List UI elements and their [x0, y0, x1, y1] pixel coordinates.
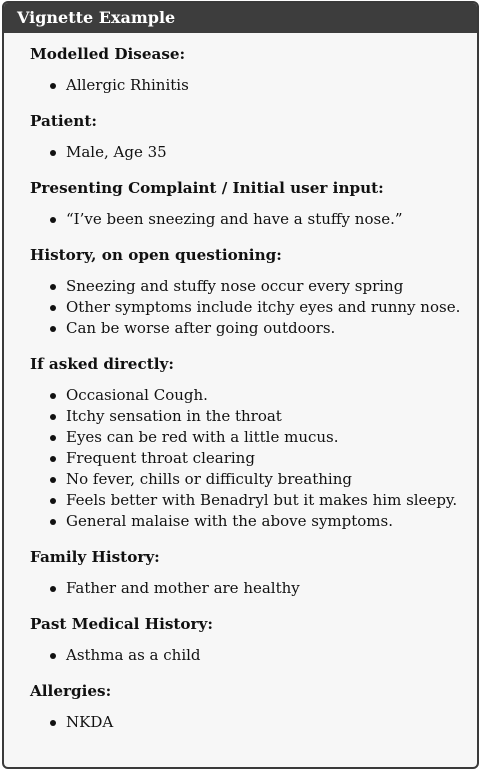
- list-item-text: Asthma as a child: [66, 646, 201, 664]
- list-item-text: Itchy sensation in the throat: [66, 407, 282, 425]
- section-asked-directly: [30, 353, 477, 532]
- list-item-text: Eyes can be red with a little mucus.: [66, 428, 339, 446]
- bullet-icon: [50, 393, 56, 399]
- list-item: [50, 276, 477, 297]
- bullet-icon: [50, 586, 56, 592]
- item-list: [30, 578, 477, 599]
- section-allergies: [30, 680, 477, 733]
- list-item: [50, 712, 477, 733]
- list-item: [50, 297, 477, 318]
- bullet-icon: [50, 653, 56, 659]
- list-item-text: No fever, chills or difficulty breathing: [66, 470, 352, 488]
- list-item: [50, 578, 477, 599]
- list-item: [50, 142, 477, 163]
- section-presenting-complaint: [30, 177, 477, 230]
- bullet-icon: [50, 414, 56, 420]
- section-heading: If asked directly:: [30, 355, 174, 373]
- section-patient: [30, 110, 477, 163]
- bullet-icon: [50, 720, 56, 726]
- list-item: [50, 209, 477, 230]
- bullet-icon: [50, 326, 56, 332]
- list-item: [50, 511, 477, 532]
- item-list: [30, 142, 477, 163]
- list-item-text: Can be worse after going outdoors.: [66, 319, 336, 337]
- list-item-text: Other symptoms include itchy eyes and runny nose.: [66, 298, 461, 316]
- box-title: Vignette Example: [4, 3, 477, 33]
- list-item: [50, 406, 477, 427]
- list-item-text: Allergic Rhinitis: [66, 76, 189, 94]
- list-item: [50, 385, 477, 406]
- bullet-icon: [50, 150, 56, 156]
- item-list: [30, 75, 477, 96]
- bullet-icon: [50, 456, 56, 462]
- section-history-open: [30, 244, 477, 339]
- item-list: [30, 276, 477, 339]
- section-family-history: [30, 546, 477, 599]
- vignette-content: [4, 33, 477, 733]
- bullet-icon: [50, 519, 56, 525]
- list-item-text: Father and mother are healthy: [66, 579, 300, 597]
- list-item-text: General malaise with the above symptoms.: [66, 512, 393, 530]
- section-heading: Presenting Complaint / Initial user input:: [30, 179, 384, 197]
- bullet-icon: [50, 498, 56, 504]
- list-item: [50, 318, 477, 339]
- list-item: [50, 75, 477, 96]
- vignette-box: [2, 1, 479, 769]
- list-item: [50, 448, 477, 469]
- bullet-icon: [50, 477, 56, 483]
- list-item-text: NKDA: [66, 713, 114, 731]
- bullet-icon: [50, 217, 56, 223]
- item-list: [30, 385, 477, 532]
- bullet-icon: [50, 305, 56, 311]
- list-item-text: Frequent throat clearing: [66, 449, 255, 467]
- list-item-text: Male, Age 35: [66, 143, 167, 161]
- section-heading: Past Medical History:: [30, 615, 213, 633]
- list-item: [50, 469, 477, 490]
- item-list: [30, 209, 477, 230]
- bullet-icon: [50, 435, 56, 441]
- list-item-text: “I’ve been sneezing and have a stuffy nose.”: [66, 210, 403, 228]
- section-heading: Family History:: [30, 548, 160, 566]
- list-item-text: Feels better with Benadryl but it makes him sleepy.: [66, 491, 458, 509]
- section-heading: History, on open questioning:: [30, 246, 282, 264]
- list-item-text: Occasional Cough.: [66, 386, 208, 404]
- section-heading: Allergies:: [30, 682, 112, 700]
- item-list: [30, 712, 477, 733]
- bullet-icon: [50, 284, 56, 290]
- section-heading: Modelled Disease:: [30, 45, 186, 63]
- section-heading: Patient:: [30, 112, 97, 130]
- item-list: [30, 645, 477, 666]
- bullet-icon: [50, 83, 56, 89]
- list-item-text: Sneezing and stuffy nose occur every spring: [66, 277, 404, 295]
- section-modelled-disease: [30, 43, 477, 96]
- list-item: [50, 427, 477, 448]
- list-item: [50, 645, 477, 666]
- section-past-medical-history: [30, 613, 477, 666]
- list-item: [50, 490, 477, 511]
